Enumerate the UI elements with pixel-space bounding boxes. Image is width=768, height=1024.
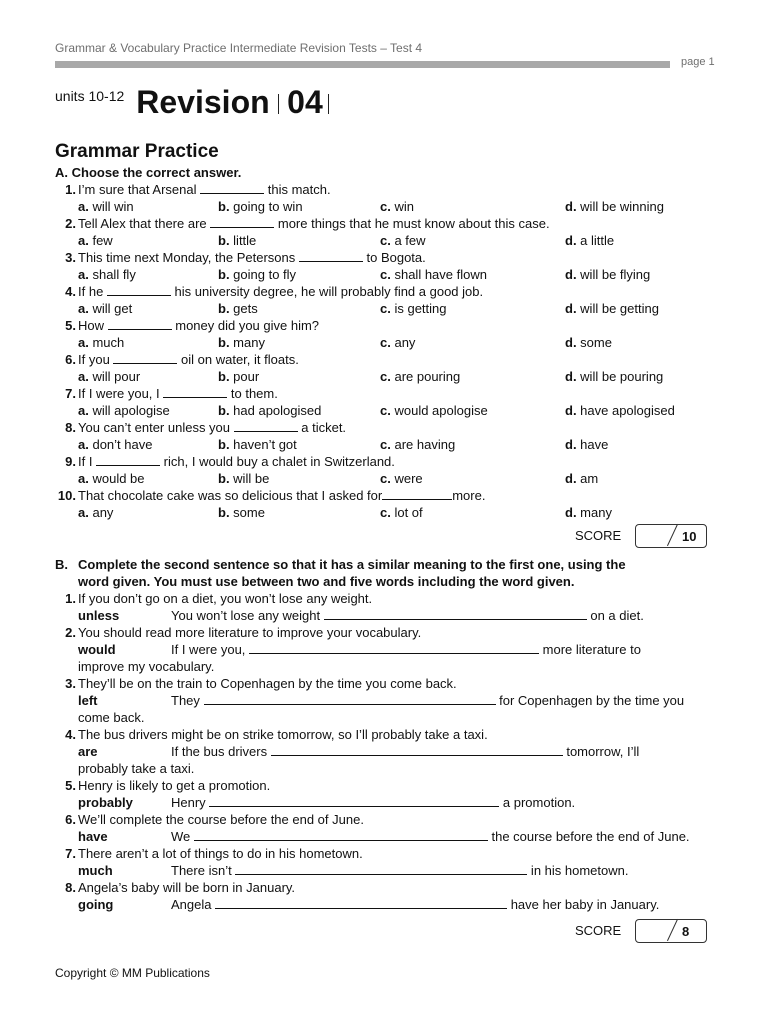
header-rule [55,61,670,68]
rewrite-text-after: for Copenhagen by the time you [495,693,685,708]
question-3 [55,249,715,266]
question-number: 10. [57,488,76,503]
option-d[interactable] [565,232,614,249]
rewrite-text-after: on a diet. [586,608,644,623]
answer-blank[interactable] [204,692,496,705]
transform-item-2 [55,624,715,641]
question-10-options [55,504,715,521]
item-number: 8. [65,880,76,895]
rewrite-line [55,743,715,760]
item-number: 2. [65,625,76,640]
option-d[interactable] [565,504,612,521]
rewrite-text-before: If I were you, [171,642,250,657]
option-c[interactable] [380,334,415,351]
score-slash [667,919,678,941]
option-text: any [394,335,416,350]
option-text: am [580,471,599,486]
rewrite-line [55,828,715,845]
answer-blank[interactable] [249,641,539,654]
key-word: are [78,744,98,759]
option-text: much [92,335,125,350]
option-letter: b. [218,369,234,384]
option-letter: b. [218,199,234,214]
rewrite-text-before: There isn’t [171,863,236,878]
option-b[interactable] [218,504,265,521]
answer-blank[interactable] [108,317,172,330]
question-text-before: If you [78,352,114,367]
question-text-after: more things that he must know about this case. [274,216,550,231]
rewrite-text-after: tomorrow, I’ll [562,744,640,759]
option-text: pour [233,369,260,384]
option-letter: a. [78,335,93,350]
score-box[interactable] [635,524,707,548]
question-number: 1. [65,182,76,197]
option-b[interactable] [218,266,296,283]
option-a[interactable] [78,504,113,521]
option-d[interactable] [565,470,598,487]
question-2 [55,215,715,232]
rewrite-text-after: have her baby in January. [507,897,660,912]
revision-heading [55,84,329,121]
key-word: probably [78,795,133,810]
option-letter: c. [380,335,395,350]
option-b[interactable] [218,232,256,249]
answer-blank[interactable] [200,181,264,194]
question-9 [55,453,715,470]
option-letter: d. [565,437,581,452]
question-text-before: If I [78,454,97,469]
answer-blank[interactable] [271,743,563,756]
question-5-options [55,334,715,351]
question-text-after: a ticket. [297,420,347,435]
option-a[interactable] [78,368,140,385]
option-text: don’t have [92,437,153,452]
rewrite-line [55,692,715,709]
rewrite-text-after: more literature to [539,642,641,657]
option-text: had apologised [233,403,322,418]
rewrite-text-after: in his hometown. [527,863,629,878]
option-text: win [394,199,414,214]
option-letter: a. [78,199,93,214]
rewrite-text-before: If the bus drivers [171,744,271,759]
question-text-after: money did you give him? [171,318,320,333]
option-letter: a. [78,369,93,384]
rewrite-text-before: You won’t lose any weight [171,608,324,623]
option-letter: a. [78,471,93,486]
option-d[interactable] [565,402,675,419]
rewrite-line [55,641,715,658]
option-letter: c. [380,199,395,214]
item-number: 6. [65,812,76,827]
option-text: would apologise [394,403,488,418]
option-d[interactable] [565,300,659,317]
question-1 [55,181,715,198]
question-text-before: I’m sure that Arsenal [78,182,201,197]
question-number: 9. [65,454,76,469]
rewrite-text-before: Angela [171,897,216,912]
option-text: going to win [233,199,303,214]
revision-word: Revision [136,84,270,120]
option-d[interactable] [565,334,612,351]
option-text: a little [580,233,615,248]
question-number: 2. [65,216,76,231]
option-text: are having [394,437,456,452]
option-letter: c. [380,437,395,452]
option-letter: d. [565,301,581,316]
option-text: shall have flown [394,267,487,282]
original-sentence: You should read more literature to improve your vocabulary. [78,625,422,640]
option-c[interactable] [380,198,414,215]
item-number: 4. [65,727,76,742]
option-a[interactable] [78,232,113,249]
option-letter: a. [78,505,93,520]
option-letter: b. [218,437,234,452]
question-text-before: How [78,318,108,333]
answer-blank[interactable] [113,351,177,364]
answer-blank[interactable] [215,896,507,909]
key-word: would [78,642,116,657]
part-b-letter: B. [55,557,68,572]
question-number: 4. [65,284,76,299]
option-letter: a. [78,233,93,248]
option-text: haven’t got [233,437,297,452]
question-text-before: You can’t enter unless you [78,420,234,435]
option-text: few [92,233,113,248]
question-7-options [55,402,715,419]
option-text: will pour [92,369,141,384]
score-label: SCORE [575,923,622,938]
option-letter: b. [218,267,234,282]
answer-blank[interactable] [107,283,171,296]
rewrite-text-after: the course before the end of June. [487,829,690,844]
option-text: will apologise [92,403,170,418]
key-word: unless [78,608,120,623]
option-letter: c. [380,233,395,248]
option-letter: d. [565,199,581,214]
option-text: will get [92,301,133,316]
question-7 [55,385,715,402]
option-b[interactable] [218,436,297,453]
option-text: were [394,471,423,486]
option-text: have apologised [580,403,675,418]
original-sentence: Henry is likely to get a promotion. [78,778,271,793]
rewrite-line [55,794,715,811]
question-text-before: If I were you, I [78,386,164,401]
transform-item-8 [55,879,715,896]
item-number: 7. [65,846,76,861]
option-a[interactable] [78,470,145,487]
key-word: much [78,863,113,878]
option-letter: b. [218,505,234,520]
option-b[interactable] [218,368,259,385]
option-letter: a. [78,301,93,316]
option-letter: a. [78,437,93,452]
rewrite-text-before: We [171,829,194,844]
option-letter: c. [380,369,395,384]
question-6-options [55,368,715,385]
option-letter: b. [218,471,234,486]
question-number: 7. [65,386,76,401]
option-c[interactable] [380,300,447,317]
option-letter: d. [565,267,581,282]
option-b[interactable] [218,402,321,419]
option-letter: c. [380,267,395,282]
question-text-before: This time next Monday, the Petersons [78,250,299,265]
option-text: a few [394,233,426,248]
score-max: 10 [682,529,697,544]
option-letter: d. [565,335,581,350]
option-a[interactable] [78,402,170,419]
option-letter: c. [380,403,395,418]
rewrite-continuation: probably take a taxi. [78,761,195,776]
option-c[interactable] [380,436,455,453]
question-8 [55,419,715,436]
question-9-options [55,470,715,487]
score-max: 8 [682,924,690,939]
transform-item-1 [55,590,715,607]
rewrite-continuation: come back. [78,710,145,725]
transform-item-5 [55,777,715,794]
transform-item-6 [55,811,715,828]
question-10 [55,487,715,504]
page-number: page 1 [681,56,715,68]
option-c[interactable] [380,470,423,487]
part-a-questions [55,181,715,521]
answer-blank[interactable] [210,215,274,228]
option-a[interactable] [78,334,124,351]
option-d[interactable] [565,198,664,215]
question-number: 5. [65,318,76,333]
option-letter: b. [218,233,234,248]
option-text: many [580,505,612,520]
option-text: some [580,335,612,350]
option-text: will be winning [580,199,664,214]
option-text: many [233,335,265,350]
transform-item-4 [55,726,715,743]
rewrite-line [55,896,715,913]
rewrite-line [55,607,715,624]
question-number: 8. [65,420,76,435]
option-letter: d. [565,471,581,486]
question-text-after: his university degree, he will probably find a good job. [170,284,484,299]
option-letter: d. [565,505,581,520]
option-text: will be getting [580,301,659,316]
original-sentence: The bus drivers might be on strike tomorrow, so I’ll probably take a taxi. [78,727,488,742]
option-letter: b. [218,403,234,418]
question-number: 6. [65,352,76,367]
original-sentence: We’ll complete the course before the end of June. [78,812,364,827]
option-letter: c. [380,301,395,316]
option-c[interactable] [380,368,460,385]
option-text: are pouring [394,369,461,384]
option-d[interactable] [565,436,608,453]
copyright-footer: Copyright © MM Publications [55,966,210,980]
option-letter: b. [218,335,234,350]
option-c[interactable] [380,232,426,249]
answer-blank[interactable] [234,419,298,432]
option-text: going to fly [233,267,297,282]
option-letter: c. [380,505,395,520]
key-word: have [78,829,108,844]
option-a[interactable] [78,266,136,283]
page-header-title: Grammar & Vocabulary Practice Intermediate Revision Tests – Test 4 [55,41,423,55]
score-slash [667,524,678,546]
option-b[interactable] [218,334,265,351]
question-5 [55,317,715,334]
original-sentence: Angela’s baby will be born in January. [78,880,296,895]
option-text: is getting [394,301,447,316]
part-b-instruction-line-1 [55,556,715,573]
item-number: 1. [65,591,76,606]
option-letter: d. [565,403,581,418]
option-letter: b. [218,301,234,316]
option-letter: a. [78,267,93,282]
option-letter: a. [78,403,93,418]
answer-blank[interactable] [209,794,499,807]
option-text: some [233,505,265,520]
part-a [55,164,715,521]
answer-blank[interactable] [235,862,527,875]
question-text-after: to them. [227,386,278,401]
option-text: any [92,505,114,520]
question-text-before: If he [78,284,107,299]
question-8-options [55,436,715,453]
answer-blank[interactable] [163,385,227,398]
units-label: units 10-12 [55,88,125,104]
option-c[interactable] [380,504,423,521]
question-text-after: oil on water, it floats. [177,352,299,367]
item-number: 5. [65,778,76,793]
score-label: SCORE [575,528,622,543]
option-letter: d. [565,369,581,384]
original-sentence: There aren’t a lot of things to do in his hometown. [78,846,363,861]
original-sentence: They’ll be on the train to Copenhagen by the time you come back. [78,676,457,691]
question-4-options [55,300,715,317]
question-text-after: rich, I would buy a chalet in Switzerland. [160,454,395,469]
question-text-after: to Bogota. [362,250,426,265]
option-d[interactable] [565,368,663,385]
rewrite-text-before: Henry [171,795,210,810]
option-text: would be [92,471,145,486]
part-b-instruction-text-1: Complete the second sentence so that it has a similar meaning to the first one, using the [78,557,626,572]
question-number: 3. [65,250,76,265]
option-letter: d. [565,233,581,248]
option-text: shall fly [92,267,136,282]
answer-blank[interactable] [382,487,452,500]
option-text: gets [233,301,258,316]
option-b[interactable] [218,300,258,317]
section-title: Grammar Practice [55,141,219,162]
question-text-after: this match. [264,182,331,197]
part-b-items [55,590,715,913]
option-text: will win [92,199,134,214]
heading-divider [278,94,280,114]
option-c[interactable] [380,402,488,419]
option-b[interactable] [218,198,303,215]
question-2-options [55,232,715,249]
option-text: lot of [394,505,423,520]
option-c[interactable] [380,266,487,283]
question-4 [55,283,715,300]
option-text: will be [233,471,270,486]
rewrite-text-before: They [171,693,204,708]
answer-blank[interactable] [324,607,587,620]
question-1-options [55,198,715,215]
revision-number: 04 [287,84,323,120]
transform-item-3 [55,675,715,692]
item-number: 3. [65,676,76,691]
answer-blank[interactable] [299,249,363,262]
option-text: little [233,233,257,248]
option-text: have [580,437,609,452]
part-b-instruction-line-2: word given. You must use between two and five words including the word given. [78,574,575,589]
score-box[interactable] [635,919,707,943]
key-word: going [78,897,114,912]
question-3-options [55,266,715,283]
option-letter: c. [380,471,395,486]
option-a[interactable] [78,436,152,453]
question-text-before: Tell Alex that there are [78,216,211,231]
answer-blank[interactable] [96,453,160,466]
option-d[interactable] [565,266,650,283]
answer-blank[interactable] [194,828,488,841]
question-text-before: That chocolate cake was so delicious that I asked for [78,488,383,503]
rewrite-line [55,862,715,879]
part-a-instruction: A. Choose the correct answer. [55,165,242,180]
rewrite-text-after: a promotion. [499,795,576,810]
original-sentence: If you don’t go on a diet, you won’t lose any weight. [78,591,373,606]
option-b[interactable] [218,470,269,487]
transform-item-7 [55,845,715,862]
option-text: will be flying [580,267,651,282]
question-text-after: more. [452,488,486,503]
key-word: left [78,693,98,708]
rewrite-continuation: improve my vocabulary. [78,659,215,674]
question-6 [55,351,715,368]
option-a[interactable] [78,198,134,215]
heading-divider-end [328,94,330,114]
option-text: will be pouring [580,369,664,384]
part-b [55,556,715,913]
option-a[interactable] [78,300,132,317]
